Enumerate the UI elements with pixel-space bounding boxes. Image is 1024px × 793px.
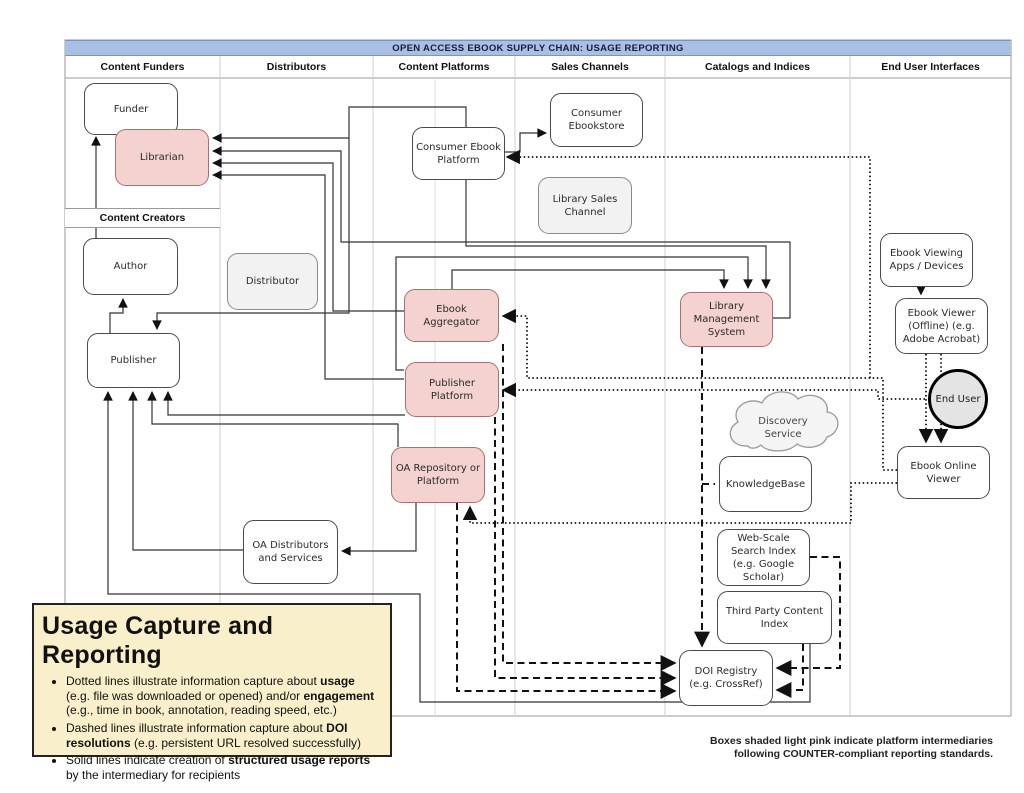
node-third-party-content-index: Third Party Content Index [717, 591, 832, 644]
legend-bullet: • Solid lines indicate creation of structured usage reports by the intermediary for recipients [66, 753, 382, 782]
lane-header-distributors: Distributors [266, 60, 327, 73]
node-ebook-viewer-offline: Ebook Viewer (Offline) (e.g. Adobe Acrobat) [895, 298, 988, 354]
node-doi-registry: DOI Registry (e.g. CrossRef) [679, 650, 773, 706]
connector-pubplatform-publisher [168, 392, 405, 415]
legend-bullet: • Dashed lines illustrate information capture about DOI resolutions (e.g. persistent URL resolved successfully) [66, 721, 382, 750]
legend-bullet: • Dotted lines illustrate information capture about usage (e.g. file was downloaded or opened) and/or engagement (e.g., time in book, annotation, reading speed, etc.) [66, 674, 382, 718]
lane-header-content-funders: Content Funders [100, 60, 185, 73]
connector-oadist-publisher [133, 392, 243, 550]
lane-header-content-platforms: Content Platforms [398, 60, 490, 73]
node-oa-repository: OA Repository or Platform [391, 447, 485, 503]
node-ebook-aggregator: Ebook Aggregator [404, 289, 499, 342]
legend-usage-capture [32, 603, 392, 782]
lane-header-sales-channels: Sales Channels [551, 60, 629, 73]
diagram-title: OPEN ACCESS EBOOK SUPPLY CHAIN: USAGE REPORTING [65, 40, 1011, 56]
node-library-sales-channel: Library Sales Channel [538, 177, 632, 234]
legend-title: Usage Capture and Reporting [42, 612, 274, 669]
node-funder: Funder [84, 83, 178, 135]
node-end-user: End User [928, 369, 988, 429]
node-ebook-online-viewer: Ebook Online Viewer [897, 446, 990, 499]
connector-cep-ebookstore [505, 133, 546, 152]
node-publisher: Publisher [87, 333, 180, 388]
connector-usage-oarepo [470, 483, 897, 523]
lane-header-catalogs-indices: Catalogs and Indices [704, 60, 811, 73]
footnote [493, 735, 993, 761]
legend-bullet-list [34, 674, 390, 782]
connector-oarepo-oadist [342, 503, 416, 551]
connector-oarepo-publisher [152, 392, 398, 447]
node-consumer-ebook-platform: Consumer Ebook Platform [412, 127, 505, 180]
lane-header-end-user-interfaces: End User Interfaces [881, 60, 980, 73]
node-oa-distributors: OA Distributors and Services [243, 520, 338, 584]
node-distributor: Distributor [227, 253, 318, 310]
connector-publisher-author [110, 299, 123, 333]
connector-pubplatform-doi [495, 417, 675, 678]
node-discovery-service: Discovery Service [758, 416, 808, 440]
node-librarian: Librarian [115, 129, 209, 186]
connector-aggregator-lms [452, 270, 724, 289]
node-knowledgebase: KnowledgeBase [719, 456, 812, 512]
node-consumer-ebookstore: Consumer Ebookstore [550, 93, 643, 147]
connector-usage-pubplatform [503, 390, 925, 399]
node-library-management-system: Library Management System [680, 292, 773, 347]
sub-lane-content-creators: Content Creators [65, 208, 220, 228]
node-author: Author [83, 238, 178, 295]
connector-aggregator-doi [503, 344, 675, 663]
node-publisher-platform: Publisher Platform [405, 362, 499, 417]
node-ebook-viewing-apps: Ebook Viewing Apps / Devices [880, 233, 973, 287]
node-web-scale-search-index: Web-Scale Search Index (e.g. Google Scholar) [717, 529, 810, 586]
footnote-line-2: following COUNTER-compliant reporting standards. [733, 748, 993, 761]
footnote-line-1: Boxes shaded light pink indicate platform intermediaries [710, 735, 993, 747]
